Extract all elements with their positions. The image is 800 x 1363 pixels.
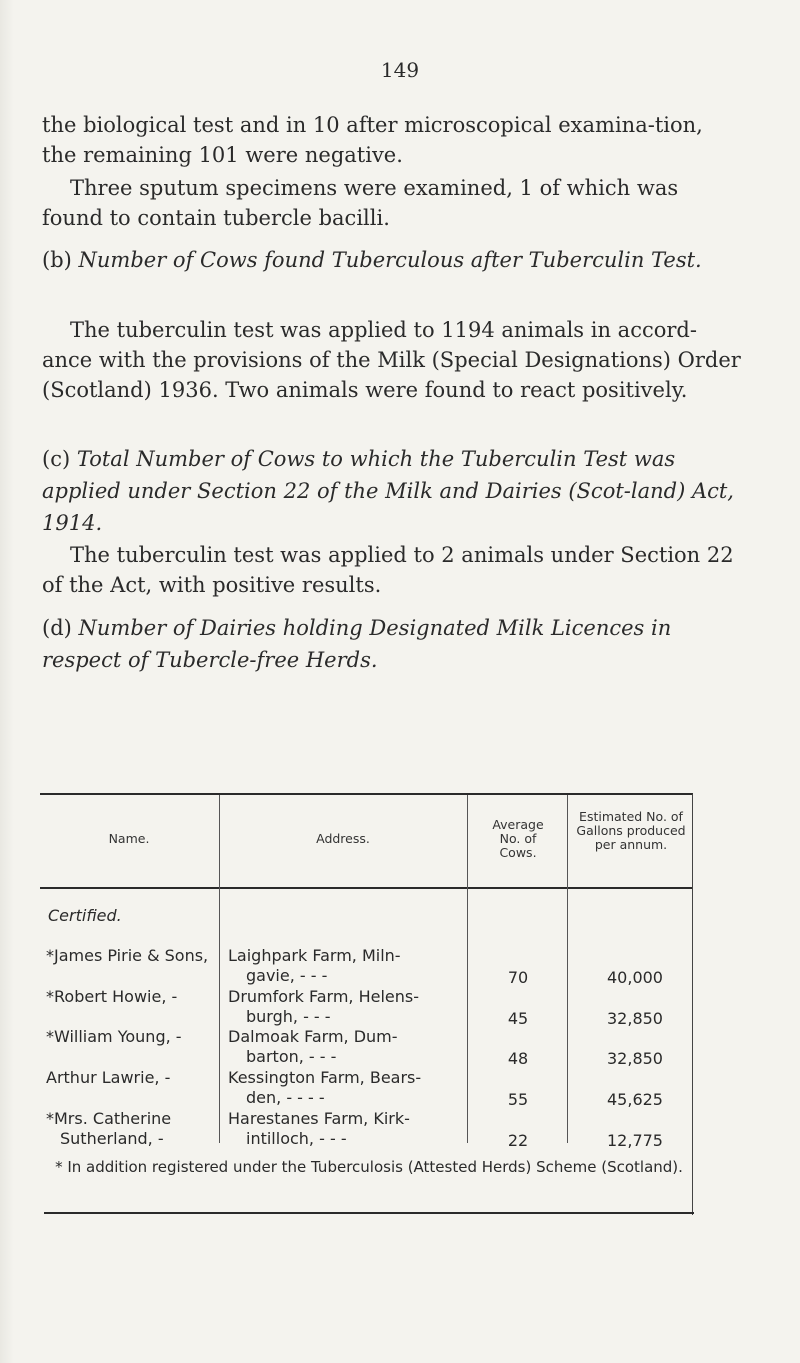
- row-3-address-line2: barton, - - -: [246, 1047, 337, 1066]
- heading-b-text: Number of Cows found Tuberculous after Tuberculin Test.: [78, 248, 702, 272]
- page-number: 149: [380, 58, 420, 82]
- table-bottom-rule: [44, 1212, 694, 1214]
- column-divider-name: [219, 795, 220, 1143]
- paragraph-biological-test: the biological test and in 10 after microscopical examina-tion, the remaining 101 were negative.: [42, 113, 703, 167]
- row-2-address-line1: Drumfork Farm, Helens-: [228, 987, 419, 1006]
- row-2-address-line2: burgh, - - -: [246, 1007, 331, 1026]
- row-4-name: Arthur Lawrie, -: [46, 1068, 171, 1087]
- paragraph-tuberculin-1194: The tuberculin test was applied to 1194 animals in accord-ance with the provisions of the Milk (Special Designations) Order (Scotland) 1936. Two animals were found to react positively.: [42, 318, 741, 402]
- row-5-cows: 22: [507, 1131, 529, 1150]
- row-5-address-line1: Harestanes Farm, Kirk-: [228, 1109, 410, 1128]
- paragraph-sputum: Three sputum specimens were examined, 1 of which was found to contain tubercle bacilli.: [42, 176, 679, 230]
- row-5-name-line1: *Mrs. Catherine: [46, 1109, 172, 1128]
- row-2-name: *Robert Howie, -: [46, 987, 178, 1006]
- heading-d-label: (d): [42, 616, 72, 640]
- header-average-cows: Average No. of Cows.: [492, 817, 544, 860]
- row-5-address-line2: intilloch, - - -: [246, 1129, 347, 1148]
- heading-d: [42, 612, 752, 676]
- heading-c-text: Total Number of Cows to which the Tuberculin Test was applied under Section 22 of the Milk and Dairies (Scot-land) Act, 1914.: [42, 447, 734, 535]
- heading-b: [42, 244, 752, 276]
- header-estimated-gallons: Estimated No. of Gallons produced per annum.: [576, 809, 686, 852]
- row-4-address-line1: Kessington Farm, Bears-: [228, 1068, 422, 1087]
- row-4-cows: 55: [507, 1090, 529, 1109]
- heading-c-label: (c): [42, 447, 71, 471]
- row-3-cows: 48: [507, 1049, 529, 1068]
- header-name: Name.: [108, 831, 150, 846]
- row-2-gallons: 32,850: [607, 1009, 663, 1028]
- table-footnote: * In addition registered under the Tuberculosis (Attested Herds) Scheme (Scotland).: [55, 1158, 683, 1176]
- heading-b-label: (b): [42, 248, 72, 272]
- page-edge-shadow: [0, 0, 14, 1363]
- section-certified: Certified.: [48, 906, 122, 925]
- row-5-gallons: 12,775: [607, 1131, 663, 1150]
- row-4-address-line2: den, - - - -: [246, 1088, 325, 1107]
- heading-d-text: Number of Dairies holding Designated Milk Licences in respect of Tubercle-free Herds.: [42, 616, 672, 672]
- row-5-name-line2: Sutherland, -: [60, 1129, 164, 1148]
- row-1-gallons: 40,000: [607, 968, 663, 987]
- paragraph-section-22: The tuberculin test was applied to 2 animals under Section 22 of the Act, with positive results.: [42, 543, 734, 597]
- table-header-separator: [40, 887, 692, 889]
- header-address: Address.: [316, 831, 370, 846]
- row-3-address-line1: Dalmoak Farm, Dum-: [228, 1027, 398, 1046]
- row-4-gallons: 45,625: [607, 1090, 663, 1109]
- row-1-cows: 70: [507, 968, 529, 987]
- row-1-name: *James Pirie & Sons,: [46, 946, 209, 965]
- row-2-cows: 45: [507, 1009, 529, 1028]
- row-3-gallons: 32,850: [607, 1049, 663, 1068]
- heading-c: [42, 443, 752, 539]
- column-divider-address: [467, 795, 468, 1143]
- row-1-address-line2: gavie, - - -: [246, 966, 328, 985]
- column-divider-cows: [567, 795, 568, 1143]
- row-3-name: *William Young, -: [46, 1027, 182, 1046]
- row-1-address-line1: Laighpark Farm, Miln-: [228, 946, 401, 965]
